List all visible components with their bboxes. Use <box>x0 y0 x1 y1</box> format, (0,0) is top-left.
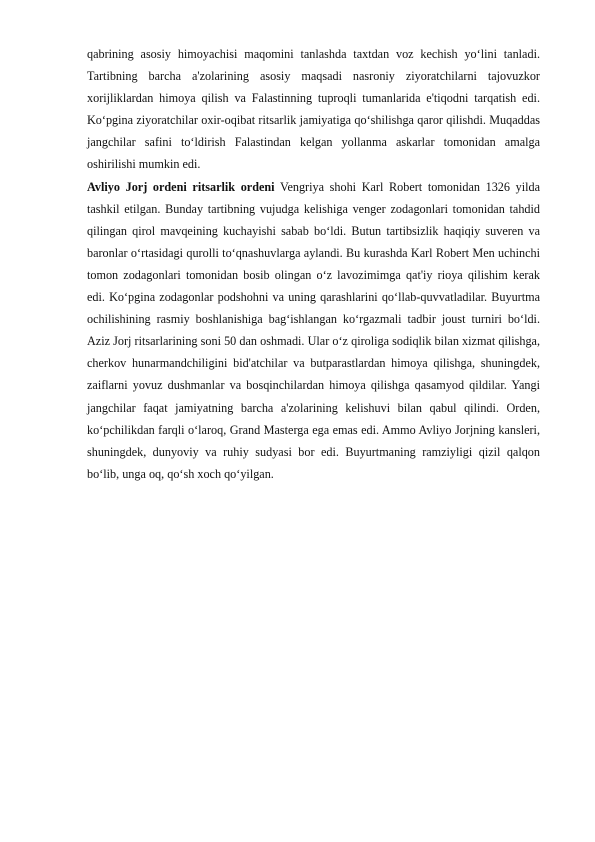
body-text <box>87 43 540 485</box>
order-title: Avliyo Jorj ordeni ritsarlik ordeni <box>87 179 275 194</box>
paragraph-1: qabrining asosiy himoyachisi maqomini tanlashda taxtdan voz kechish yo‘lini tanladi. Tartibning barcha a'zolarining asosiy maqsadi nasroniy ziyoratchilarni tajovuzkor xorijliklardan himoya qilish va Falastinning tuproqli tumanlarida e'tiqodni tarqatish edi. Ko‘pgina ziyoratchilar oxir-oqibat ritsarlik jamiyatiga qo‘shilishga qaror qilishdi. Muqaddas jangchilar safini to‘ldirish Falastindan kelgan yollanma askarlar tomonidan amalga oshirilishi mumkin edi. <box>87 47 540 172</box>
paragraph-2 <box>87 176 540 485</box>
paragraph-2-body: Vengriya shohi Karl Robert tomonidan 1326 yilda tashkil etilgan. Bunday tartibning vujudga kelishiga venger zodagonlari tomonidan tahdid qilingan qirol mavqeining kuchayishi sabab bo‘ldi. Butun tartibsizlik haqiqiy suveren va baronlar o‘rtasidagi qurolli to‘qnashuvlarga aylandi. Bu kurashda Karl Robert Men uchinchi tomon zodagonlari tomonidan bosib olingan o‘z lavozimimga qat'iy rioya qilishim kerak edi. Ko‘pgina zodagonlar podshohni va uning qarashlarini qo‘llab-quvvatladilar. Buyurtma ochilishining rasmiy boshlanishiga bag‘ishlangan ko‘rgazmali tadbir joust turniri bo‘ldi. Aziz Jorj ritsarlarining soni 50 dan oshmadi. Ular o‘z qiroliga sodiqlik bilan xizmat qilishga, cherkov hunarmandchiligini bid'atchilar va butparastlardan himoya qilishga, shuningdek, zaiflarni yovuz dushmanlar va bosqinchilardan himoya qilishga qasamyod qildilar. Yangi jangchilar faqat jamiyatning barcha a'zolarining kelishuvi bilan qabul qilindi. Orden, ko‘pchilikdan farqli o‘laroq, Grand Masterga ega emas edi. Ammo Avliyo Jorjning kansleri, shuningdek, dunyoviy va ruhiy sudyasi bor edi. Buyurtmaning ramziyligi qizil qalqon bo‘lib, unga oq, qo‘sh xoch qo‘yilgan. <box>87 179 540 481</box>
